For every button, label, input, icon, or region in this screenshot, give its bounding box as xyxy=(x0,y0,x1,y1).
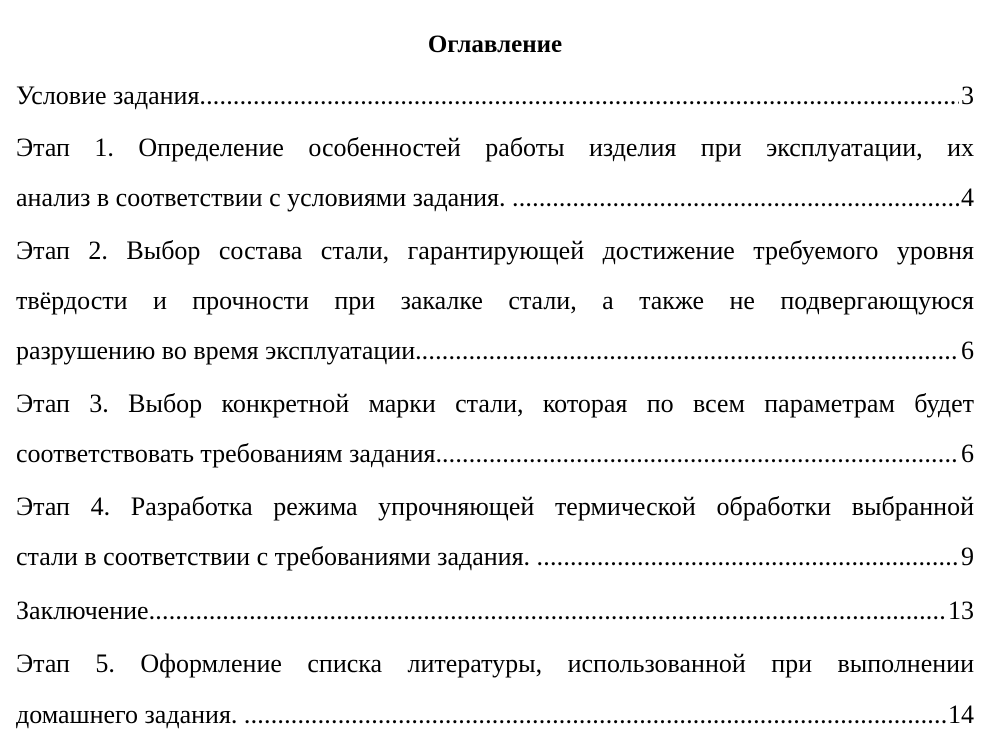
toc-leader-dots xyxy=(199,79,959,113)
toc-page-number: 6 xyxy=(961,336,974,365)
toc-entry-text: домашнего задания. xyxy=(16,700,244,729)
toc-entry-stage-3-line-1[interactable]: Этап 3. Выбор конкретной марки стали, которая по всем параметрам будет xyxy=(16,389,974,418)
toc-page-number: 9 xyxy=(961,542,974,571)
toc-entry-text: стали в соответствии с требованиями задания. xyxy=(16,542,537,571)
toc-entry-stage-5-line-1[interactable]: Этап 5. Оформление списка литературы, использованной при выполнении xyxy=(16,649,974,678)
toc-entry-stage-2-line-1[interactable]: Этап 2. Выбор состава стали, гарантирующей достижение требуемого уровня xyxy=(16,236,974,265)
toc-entry-stage-4[interactable] xyxy=(16,540,974,574)
toc-entry-conditions[interactable] xyxy=(16,79,974,113)
toc-leader-dots xyxy=(149,594,946,628)
toc-page-number: 4 xyxy=(961,183,974,212)
toc-leader-dots xyxy=(512,181,959,215)
toc-entry-stage-1-line-1[interactable]: Этап 1. Определение особенностей работы изделия при эксплуатации, их xyxy=(16,133,974,162)
toc-entry-text: разрушению во время эксплуатации. xyxy=(16,336,422,365)
toc-entry-text: соответствовать требованиям задания. xyxy=(16,439,442,468)
toc-page-number: 6 xyxy=(961,439,974,468)
toc-entry-stage-2[interactable] xyxy=(16,334,974,368)
toc-leader-dots xyxy=(244,698,946,732)
toc-leader-dots xyxy=(537,540,959,574)
toc-leader-dots xyxy=(442,437,959,471)
toc-entry-stage-5[interactable] xyxy=(16,698,974,732)
toc-title: Оглавление xyxy=(427,31,563,58)
toc-entry-stage-2-line-2[interactable]: твёрдости и прочности при закалке стали, а также не подвергающуюся xyxy=(16,286,974,315)
toc-entry-text: анализ в соответствии с условиями задания. xyxy=(16,183,513,212)
toc-page-number: 3 xyxy=(961,81,974,110)
toc-entry-text: Условие задания xyxy=(16,81,200,110)
toc-entry-stage-3[interactable] xyxy=(16,437,974,471)
toc-entry-stage-4-line-1[interactable]: Этап 4. Разработка режима упрочняющей термической обработки выбранной xyxy=(16,492,974,521)
document-page xyxy=(16,0,974,752)
toc-leader-dots xyxy=(422,334,959,368)
toc-page-number: 13 xyxy=(948,596,974,625)
toc-page-number: 14 xyxy=(948,700,974,729)
toc-entry-conclusion[interactable] xyxy=(16,594,974,628)
toc-entry-text: Заключение xyxy=(16,596,149,625)
toc-entry-stage-1[interactable] xyxy=(16,181,974,215)
